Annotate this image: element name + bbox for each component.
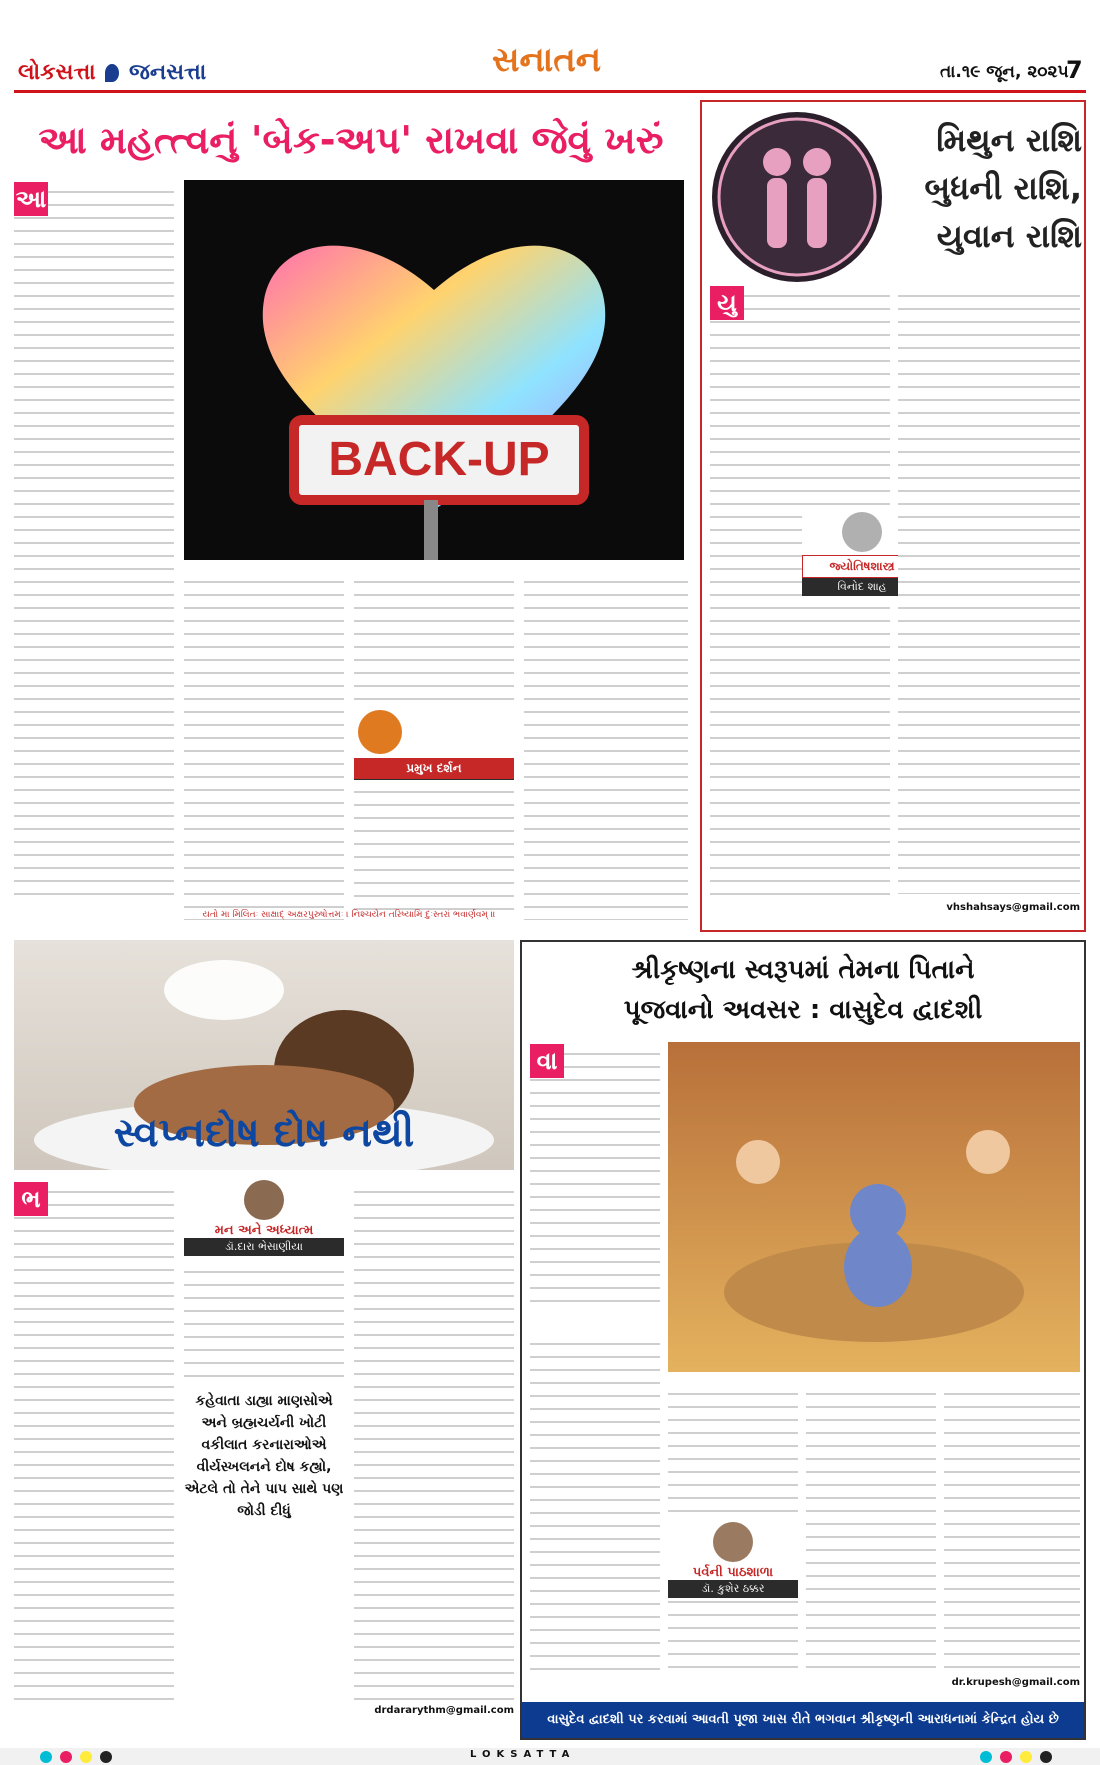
article-backup-col-3b <box>354 780 514 920</box>
article-vasudev <box>520 940 1086 1740</box>
author-avatar <box>358 710 402 754</box>
article-backup-col-1 <box>14 180 174 920</box>
article-swapnadosh-byline <box>184 1180 344 1256</box>
footer-letters <box>470 1749 575 1760</box>
article-swapnadosh-col-2 <box>184 1260 344 1380</box>
article-vasudev-byline <box>668 1522 798 1598</box>
header-rule <box>14 90 1086 93</box>
footer-letter: S <box>510 1749 524 1760</box>
article-swapnadosh-pullquote: કહેવાતા ડાહ્યા માણસોએ અને બ્રહ્મચર્યની ખોટી વકીલાત કરનારાઓએ વીર્યસ્ખલનને દોષ કહ્યો, એટલે તો તેને પાપ સાથે પણ જોડી દીધું <box>184 1393 344 1519</box>
page-number: 7 <box>1066 56 1083 84</box>
krishna-painting-image <box>668 1042 1080 1372</box>
section-title: સનાતન <box>492 40 602 80</box>
article-swapnadosh-headline: સ્વપ્નદોષ દોષ નથી <box>113 1110 415 1156</box>
article-swapnadosh-body-text <box>354 1180 514 1700</box>
article-vasudev-body-text <box>530 1332 660 1672</box>
author-avatar <box>842 512 882 552</box>
byline-column-title: મન અને અધ્યાત્મ <box>214 1223 314 1238</box>
article-backup-quote: યતો મા મિલિતઃ સાક્ષાદ્ અક્ષરપુરુષોત્તમઃ । નિશ્ચયેન તરિષ્યામિ દુઃસ્તરાં ભવાર્ણવમ્ ॥ <box>202 910 496 920</box>
byline-author-name: વિનોદ શાહ <box>802 578 922 596</box>
byline-column-title: જ્યોતિષશાસ્ત્ર <box>802 555 922 578</box>
headline-line-2: બુધની રાશિ, <box>924 169 1082 207</box>
article-mithun-headline <box>882 116 1082 260</box>
brand-jansatta: જનસત્તા <box>129 60 207 85</box>
article-swapnadosh-body-text <box>184 1260 344 1380</box>
issue-date: તા.૧૯ જૂન, ૨૦૨૫ <box>940 62 1069 82</box>
article-vasudev-email: dr.krupesh@gmail.com <box>951 1677 1080 1688</box>
article-backup-body-text <box>354 780 514 920</box>
footer-letter: T <box>549 1749 562 1760</box>
author-avatar <box>713 1522 753 1562</box>
footer-letter: T <box>536 1749 550 1760</box>
article-mithun <box>700 100 1086 932</box>
footer-dot <box>980 1751 992 1763</box>
article-vasudev-headline <box>522 950 1084 1030</box>
footer-dot <box>100 1751 112 1763</box>
article-swapnadosh-col-1 <box>14 1180 174 1725</box>
gemini-icon <box>712 112 882 282</box>
article-backup-col-4 <box>524 570 688 920</box>
footer-letter: L <box>470 1749 483 1760</box>
article-swapnadosh-body-text <box>14 1180 174 1710</box>
article-vasudev-dropcap: વા <box>530 1044 564 1078</box>
byline-author-name: ડૉ. કુશેર ઠક્કર <box>668 1580 798 1598</box>
brand-loksatta: લોકસત્તા <box>18 60 96 85</box>
article-swapnadosh-dropcap: ભ <box>14 1182 48 1216</box>
article-vasudev-col-1 <box>530 1042 660 1322</box>
article-vasudev-body-text <box>530 1042 660 1312</box>
brand-logo-icon <box>105 64 119 82</box>
article-backup-col-2 <box>184 570 344 920</box>
footer-letter: O <box>482 1749 497 1760</box>
footer-dot <box>40 1751 52 1763</box>
footer-letter: K <box>496 1749 511 1760</box>
footer-dot <box>60 1751 72 1763</box>
article-swapnadosh-email: drdararythm@gmail.com <box>374 1705 514 1716</box>
byline-author-name: ડૉ.દારા ભેસાણીયા <box>184 1238 344 1256</box>
article-backup-col-3 <box>354 570 514 700</box>
footer-dot <box>1040 1751 1052 1763</box>
headline-line-3: યુવાન રાશિ <box>936 217 1082 255</box>
article-mithun-dropcap: યુ <box>710 286 744 320</box>
article-mithun-col-2 <box>898 284 1080 894</box>
footer-letter: A <box>523 1749 537 1760</box>
newspaper-brand <box>18 60 206 85</box>
backup-sign-text: BACK-UP <box>328 433 550 486</box>
headline-line-1: શ્રીકૃષ્ણના સ્વરૂપમાં તેમના પિતાને <box>631 955 975 985</box>
byline-column-title: પ્રમુખ દર્શન <box>354 758 514 779</box>
headline-line-2: પૂજવાનો અવસર : વાસુદેવ દ્વાદશી <box>623 995 983 1025</box>
article-swapnadosh-col-3 <box>354 1180 514 1700</box>
footer-dot <box>1020 1751 1032 1763</box>
article-backup-body-text <box>524 570 688 920</box>
byline-column-title: પર્વની પાઠશાળા <box>692 1565 774 1580</box>
article-vasudev-col-4 <box>806 1382 936 1672</box>
article-vasudev-col-5 <box>944 1382 1080 1672</box>
article-backup-dropcap: આ <box>14 182 48 216</box>
footer-dot <box>80 1751 92 1763</box>
backup-heart-image <box>184 180 684 560</box>
footer-dot <box>1000 1751 1012 1763</box>
article-backup-body-text <box>184 570 344 920</box>
article-vasudev-body-text <box>806 1382 936 1672</box>
article-vasudev-bottom-banner: વાસુદેવ દ્વાદશી પર કરવામાં આવતી પૂજા ખાસ રીતે ભગવાન શ્રીકૃષ્ણની આરાધનામાં કેન્દ્રિત હોય છે <box>522 1702 1084 1738</box>
article-backup-headline: આ મહત્ત્વનું 'બેક-અપ' રાખવા જેવું ખરું <box>38 118 664 162</box>
headline-line-1: મિથુન રાશિ <box>936 121 1082 159</box>
article-backup <box>14 100 688 930</box>
article-backup-body-text <box>14 180 174 900</box>
article-mithun-email: vhshahsays@gmail.com <box>946 902 1080 913</box>
gemini-zodiac-image <box>712 112 882 282</box>
heart-icon <box>184 180 684 560</box>
article-backup-body-text <box>354 570 514 700</box>
article-vasudev-col-2 <box>530 1332 660 1672</box>
author-avatar <box>244 1180 284 1220</box>
footer-letter: A <box>561 1749 576 1760</box>
article-mithun-body-text <box>898 284 1080 894</box>
krishna-icon <box>668 1042 1080 1372</box>
article-swapnadosh <box>14 940 514 1740</box>
article-mithun-col-1 <box>710 284 890 920</box>
article-vasudev-body-text <box>944 1382 1080 1672</box>
